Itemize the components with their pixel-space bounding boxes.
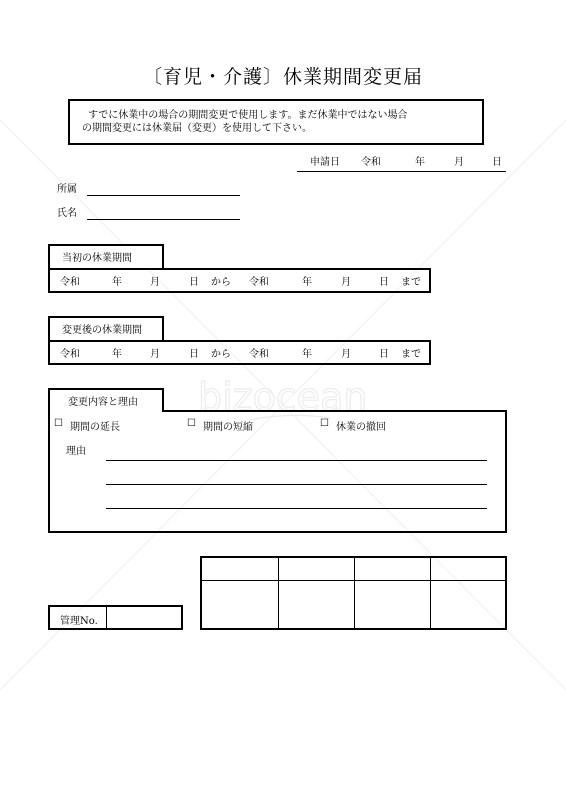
notice-box [68, 99, 484, 145]
changed-from: から [211, 349, 231, 360]
notice-line-1: すでに休業中の場合の期間変更で使用します。まだ休業中ではない場合 [88, 110, 408, 121]
affiliation-label: 所属 [57, 184, 77, 195]
svg-text:bizocean: bizocean [198, 375, 368, 419]
changed-end-day: 日 [379, 349, 389, 360]
approval-grid [200, 556, 507, 630]
changed-start-year: 年 [112, 349, 122, 360]
date-era: 令和 [361, 157, 381, 168]
withdraw-checkbox[interactable]: ☐ [320, 418, 329, 429]
management-number-label: 管理No. [60, 616, 98, 627]
changed-end-month: 月 [341, 349, 351, 360]
reason-label: 理由 [66, 446, 86, 457]
management-number-box[interactable] [48, 605, 183, 630]
original-from: から [211, 277, 231, 288]
grid-divider [278, 558, 279, 628]
shorten-label: 期間の短縮 [203, 422, 253, 433]
shorten-checkbox[interactable]: ☐ [187, 418, 196, 429]
changed-period-row[interactable] [48, 340, 431, 365]
name-field[interactable] [87, 219, 240, 220]
date-year: 年 [415, 157, 425, 168]
withdraw-label: 休業の撤回 [336, 422, 386, 433]
reason-line-1[interactable] [106, 460, 487, 461]
original-start-year: 年 [112, 277, 122, 288]
changed-period-heading: 変更後の休業期間 [48, 316, 164, 340]
name-label: 氏名 [57, 208, 77, 219]
original-end-month: 月 [341, 277, 351, 288]
date-month: 月 [454, 157, 464, 168]
page-title: 〔育児・介護〕休業期間変更届 [142, 66, 423, 88]
original-period-heading: 当初の休業期間 [48, 244, 164, 268]
original-start-era: 令和 [60, 277, 80, 288]
changed-start-era: 令和 [60, 349, 80, 360]
date-day: 日 [492, 157, 502, 168]
grid-divider [354, 558, 355, 628]
changed-start-month: 月 [150, 349, 160, 360]
original-end-year: 年 [302, 277, 312, 288]
date-label: 申請日 [310, 157, 340, 168]
original-period-row[interactable] [48, 268, 431, 293]
grid-divider [430, 558, 431, 628]
notice-line-2: の期間変更には休業届（変更）を使用して下さい。 [82, 123, 312, 134]
original-start-day: 日 [189, 277, 199, 288]
extend-label: 期間の延長 [70, 422, 120, 433]
changed-end-era: 令和 [249, 349, 269, 360]
original-end-day: 日 [379, 277, 389, 288]
changed-until: まで [401, 349, 421, 360]
date-underline [297, 171, 506, 172]
changed-start-day: 日 [189, 349, 199, 360]
reason-line-3[interactable] [106, 508, 487, 509]
grid-header-divider [202, 580, 505, 581]
original-start-month: 月 [150, 277, 160, 288]
management-number-divider [106, 607, 107, 628]
change-heading: 変更内容と理由 [48, 388, 164, 412]
original-end-era: 令和 [249, 277, 269, 288]
affiliation-field[interactable] [87, 195, 240, 196]
changed-end-year: 年 [302, 349, 312, 360]
reason-line-2[interactable] [106, 484, 487, 485]
extend-checkbox[interactable]: ☐ [54, 418, 63, 429]
original-until: まで [401, 277, 421, 288]
